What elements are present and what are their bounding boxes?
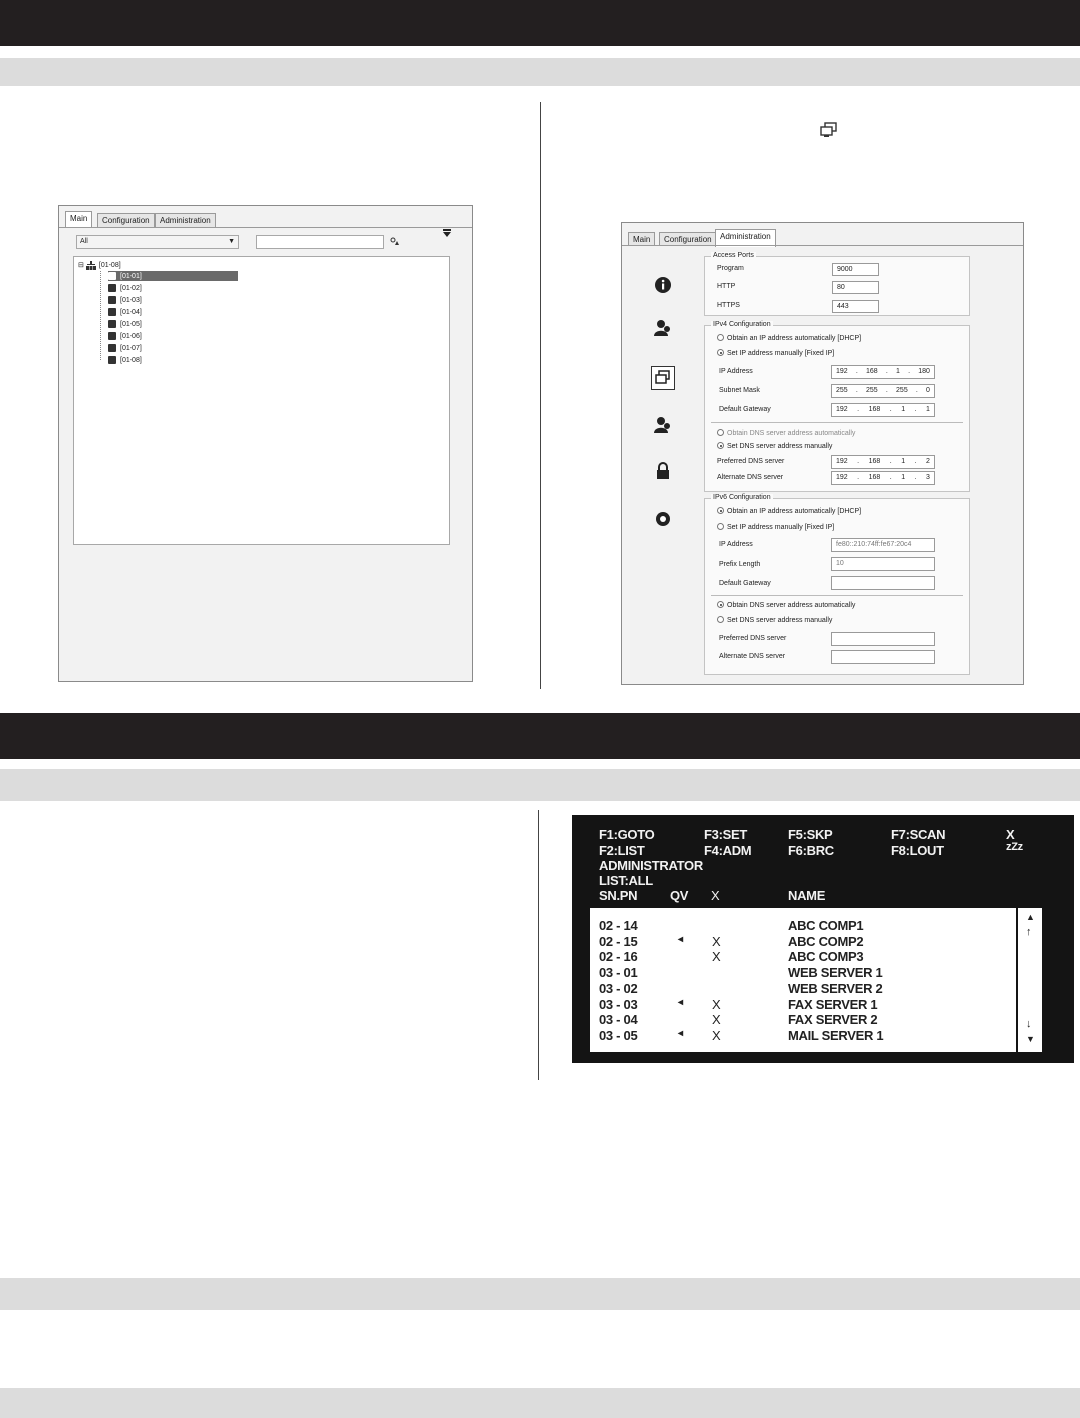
device-tree: [73, 256, 450, 545]
tree-item-label: [01-02]: [120, 284, 142, 292]
osd-header-qv: QV: [670, 888, 689, 903]
section-bar-3: [0, 1278, 1080, 1310]
port-icon: [108, 344, 116, 352]
port-icon: [108, 284, 116, 292]
ipv4-ip-label: IP Address: [719, 368, 753, 375]
ipv6-group: [704, 494, 970, 675]
search-input[interactable]: [256, 235, 384, 249]
port-icon: [108, 296, 116, 304]
osd-sleep-icon[interactable]: zZz: [1006, 841, 1023, 853]
osd-key-f6[interactable]: F6:BRC: [788, 843, 834, 858]
row-name: FAX SERVER 2: [788, 1012, 878, 1028]
ipv6-prefix-label: Prefix Length: [719, 561, 761, 568]
radio-button[interactable]: [717, 616, 724, 623]
tree-item-label: [01-06]: [120, 332, 142, 340]
ipv4-gateway-label: Default Gateway: [719, 406, 771, 413]
ipv6-dhcp-option[interactable]: [717, 507, 861, 515]
tab-administration[interactable]: Administration: [155, 213, 216, 227]
radio-button[interactable]: [717, 507, 724, 514]
ipv4-mask-label: Subnet Mask: [719, 387, 760, 394]
ipv4-ip-input[interactable]: 192 . 168 . 1 . 180: [831, 365, 935, 379]
port-icon: [108, 356, 116, 364]
tree-root[interactable]: [78, 260, 121, 270]
gear-icon[interactable]: [654, 510, 672, 528]
osd-screen: [572, 815, 1074, 1063]
port-icon: [108, 308, 116, 316]
table-row[interactable]: [590, 1028, 1016, 1043]
scroll-top-icon[interactable]: ▲: [1026, 912, 1035, 922]
table-row[interactable]: [590, 1012, 1016, 1027]
http-label: HTTP: [717, 283, 736, 290]
radio-button[interactable]: [717, 429, 724, 436]
ipv4-dns-manual-option[interactable]: [717, 442, 832, 450]
ipv6-dns-auto-option[interactable]: [717, 601, 855, 609]
tree-root-label: [01-08]: [98, 261, 121, 269]
port-icon: [108, 320, 116, 328]
octet: 192: [836, 406, 848, 413]
header-bar-top: [0, 0, 1080, 46]
info-icon[interactable]: [654, 276, 672, 294]
row-name: ABC COMP2: [788, 933, 864, 949]
ipv4-fixed-label: Set IP address manually [Fixed IP]: [727, 350, 835, 357]
port-icon: [108, 332, 116, 340]
octet: 255: [896, 387, 908, 394]
octet: 3: [926, 474, 930, 481]
ipv4-mask-input[interactable]: 255 . 255 . 255 . 0: [831, 384, 935, 398]
tree-item[interactable]: [108, 343, 142, 353]
tab-administration[interactable]: Administration: [715, 229, 776, 247]
osd-key-f2[interactable]: F2:LIST: [599, 843, 645, 858]
row-snpn: 03 - 04: [599, 1012, 638, 1028]
ipv4-pref-dns-label: Preferred DNS server: [717, 458, 785, 465]
table-row[interactable]: [590, 918, 1016, 933]
ipv6-fixed-label: Set IP address manually [Fixed IP]: [727, 524, 835, 531]
osd-key-f1[interactable]: F1:GOTO: [599, 827, 655, 842]
dropdown-arrow-icon[interactable]: [442, 228, 452, 238]
osd-header-x: X: [711, 888, 720, 903]
row-snpn: 03 - 02: [599, 980, 638, 996]
row-x: X: [712, 949, 721, 965]
ipv6-prefix-input[interactable]: 10: [831, 557, 935, 571]
section-bar-4: [0, 1388, 1080, 1418]
tab-configuration[interactable]: Configuration: [97, 213, 155, 227]
ipv6-fixed-option[interactable]: [717, 523, 834, 531]
table-row[interactable]: [590, 981, 1016, 996]
tab-strip-line: [59, 227, 472, 228]
scroll-down-icon[interactable]: ↓: [1026, 1018, 1032, 1030]
divider: [711, 422, 963, 423]
ipv4-dns-auto-label: Obtain DNS server address automatically: [727, 430, 856, 437]
ipv6-pref-dns-input[interactable]: [831, 632, 935, 646]
tree-item[interactable]: [108, 283, 142, 293]
row-qv: ◂: [678, 996, 683, 1008]
tree-item-label: [01-05]: [120, 320, 142, 328]
table-row[interactable]: [590, 997, 1016, 1012]
ipv6-title: IPv6 Configuration: [713, 494, 771, 501]
osd-scrollbar[interactable]: [1018, 908, 1042, 1052]
ipv4-dhcp-label: Obtain an IP address automatically [DHCP]: [727, 335, 862, 342]
https-label: HTTPS: [717, 302, 740, 309]
access-ports-title: Access Ports: [713, 252, 754, 259]
row-name: MAIL SERVER 1: [788, 1027, 884, 1043]
https-port-input[interactable]: 443: [832, 300, 879, 313]
row-qv: ◂: [678, 1027, 683, 1039]
octet: 192: [836, 458, 848, 465]
radio-button[interactable]: [717, 334, 724, 341]
octet: 255: [866, 387, 878, 394]
octet: 168: [866, 368, 878, 375]
row-name: WEB SERVER 2: [788, 980, 883, 996]
radio-button[interactable]: [717, 523, 724, 530]
column-divider-1: [540, 102, 541, 689]
user-icon[interactable]: [654, 319, 672, 337]
ipv6-pref-dns-label: Preferred DNS server: [719, 635, 787, 642]
row-name: FAX SERVER 1: [788, 996, 878, 1012]
row-snpn: 02 - 16: [599, 949, 638, 965]
program-port-input[interactable]: 9000: [832, 263, 879, 276]
octet: 255: [836, 387, 848, 394]
column-divider-2: [538, 810, 539, 1080]
radio-button[interactable]: [717, 349, 724, 356]
octet: 1: [926, 406, 930, 413]
osd-port-list: [590, 908, 1016, 1052]
ipv6-ip-input[interactable]: fe80::210:74ff:fe67:20c4: [831, 538, 935, 552]
table-row[interactable]: [590, 949, 1016, 964]
ipv4-group: [704, 321, 970, 492]
ipv6-ip-label: IP Address: [719, 541, 753, 548]
octet: 168: [868, 458, 881, 465]
scroll-bottom-icon[interactable]: ▼: [1026, 1034, 1035, 1044]
osd-header-snpn: SN.PN: [599, 888, 638, 903]
table-row[interactable]: [590, 965, 1016, 980]
row-x: X: [712, 1012, 721, 1028]
tree-item[interactable]: [108, 331, 142, 341]
tree-item[interactable]: [108, 319, 142, 329]
ipv4-gateway-input[interactable]: 192 . 168 . 1 . 1: [831, 403, 935, 417]
octet: 168: [868, 474, 881, 481]
network-icon-frame[interactable]: [651, 366, 675, 390]
osd-header-name: NAME: [788, 888, 826, 903]
tab-main[interactable]: Main: [628, 232, 655, 246]
octet: 1: [901, 474, 906, 481]
tab-strip-line: [622, 245, 1023, 246]
ipv4-dns-manual-label: Set DNS server address manually: [727, 443, 833, 450]
section-bar-1: [0, 58, 1080, 86]
ipv4-fixed-option[interactable]: [717, 349, 834, 357]
find-icon[interactable]: [390, 237, 400, 247]
ipv4-alt-dns-label: Alternate DNS server: [717, 474, 784, 481]
port-icon: [108, 272, 116, 280]
row-snpn: 02 - 14: [599, 918, 638, 933]
program-label: Program: [717, 265, 744, 272]
row-snpn: 03 - 05: [599, 1027, 638, 1043]
osd-key-f8[interactable]: F8:LOUT: [891, 843, 944, 858]
ipv4-dns-auto-option[interactable]: [717, 429, 855, 437]
row-snpn: 03 - 03: [599, 996, 638, 1012]
tree-item-selected[interactable]: [108, 271, 238, 281]
osd-key-f7[interactable]: F7:SCAN: [891, 827, 946, 842]
osd-user: ADMINISTRATOR: [599, 858, 703, 873]
tree-item[interactable]: [108, 295, 142, 305]
row-qv: ◂: [678, 933, 683, 945]
tree-item-label: [01-01]: [120, 272, 142, 280]
osd-close-icon[interactable]: X: [1006, 827, 1015, 842]
header-bar-middle: [0, 713, 1080, 759]
row-snpn: 02 - 15: [599, 933, 638, 949]
tree-guide-line: [100, 271, 101, 360]
filter-select[interactable]: [76, 235, 239, 249]
table-row[interactable]: [590, 934, 1016, 949]
ipv6-gateway-input[interactable]: [831, 576, 935, 590]
scroll-up-icon[interactable]: ↑: [1026, 926, 1032, 938]
filter-select-value: All: [80, 238, 88, 245]
tree-item-label: [01-03]: [120, 296, 142, 304]
octet: 1: [896, 368, 900, 375]
ipv6-gateway-label: Default Gateway: [719, 580, 771, 587]
octet: 192: [836, 368, 848, 375]
collapse-icon[interactable]: ⊟: [78, 262, 84, 269]
tree-item-label: [01-07]: [120, 344, 142, 352]
ipv4-title: IPv4 Configuration: [713, 321, 771, 328]
row-snpn: 03 - 01: [599, 965, 638, 981]
octet: 2: [926, 458, 930, 465]
row-x: X: [712, 996, 721, 1012]
ipv4-pref-dns-input[interactable]: 192 . 168 . 1 . 2: [831, 455, 935, 469]
octet: 192: [836, 474, 848, 481]
network-computers-icon: [820, 122, 838, 138]
tree-item-label: [01-08]: [120, 356, 142, 364]
main-window: [58, 205, 473, 682]
row-name: ABC COMP3: [788, 949, 864, 965]
tree-item[interactable]: [108, 355, 142, 365]
user-group-icon[interactable]: [654, 416, 672, 434]
radio-button[interactable]: [717, 601, 724, 608]
ipv4-alt-dns-input[interactable]: 192 . 168 . 1 . 3: [831, 471, 935, 485]
osd-key-f3[interactable]: F3:SET: [704, 827, 747, 842]
access-ports-group: [704, 252, 970, 316]
osd-key-f4[interactable]: F4:ADM: [704, 843, 752, 858]
tab-main[interactable]: Main: [65, 211, 92, 227]
admin-window: [621, 222, 1024, 685]
row-name: ABC COMP1: [788, 918, 864, 933]
network-icon: [652, 367, 674, 389]
ipv4-dhcp-option[interactable]: [717, 334, 861, 342]
octet: 168: [868, 406, 881, 413]
octet: 0: [926, 387, 930, 394]
ipv6-dhcp-label: Obtain an IP address automatically [DHCP]: [727, 508, 862, 515]
radio-button[interactable]: [717, 442, 724, 449]
hierarchy-icon: [86, 261, 96, 270]
tree-item[interactable]: [108, 307, 142, 317]
octet: 1: [901, 458, 906, 465]
ipv6-alt-dns-input[interactable]: [831, 650, 935, 664]
lock-icon[interactable]: [654, 462, 672, 480]
ipv6-dns-manual-option[interactable]: [717, 616, 832, 624]
ipv6-dns-auto-label: Obtain DNS server address automatically: [727, 602, 856, 609]
row-x: X: [712, 1027, 721, 1043]
row-name: WEB SERVER 1: [788, 965, 883, 981]
ipv6-dns-manual-label: Set DNS server address manually: [727, 617, 833, 624]
http-port-input[interactable]: 80: [832, 281, 879, 294]
divider: [711, 595, 963, 596]
chevron-down-icon: ▼: [228, 238, 235, 245]
octet: 1: [901, 406, 906, 413]
ipv6-alt-dns-label: Alternate DNS server: [719, 653, 786, 660]
section-bar-2: [0, 769, 1080, 801]
osd-key-f5[interactable]: F5:SKP: [788, 827, 833, 842]
osd-list-mode: LIST:ALL: [599, 873, 653, 888]
octet: 180: [918, 368, 930, 375]
row-x: X: [712, 933, 721, 949]
tree-item-label: [01-04]: [120, 308, 142, 316]
tab-configuration[interactable]: Configuration: [659, 232, 717, 246]
